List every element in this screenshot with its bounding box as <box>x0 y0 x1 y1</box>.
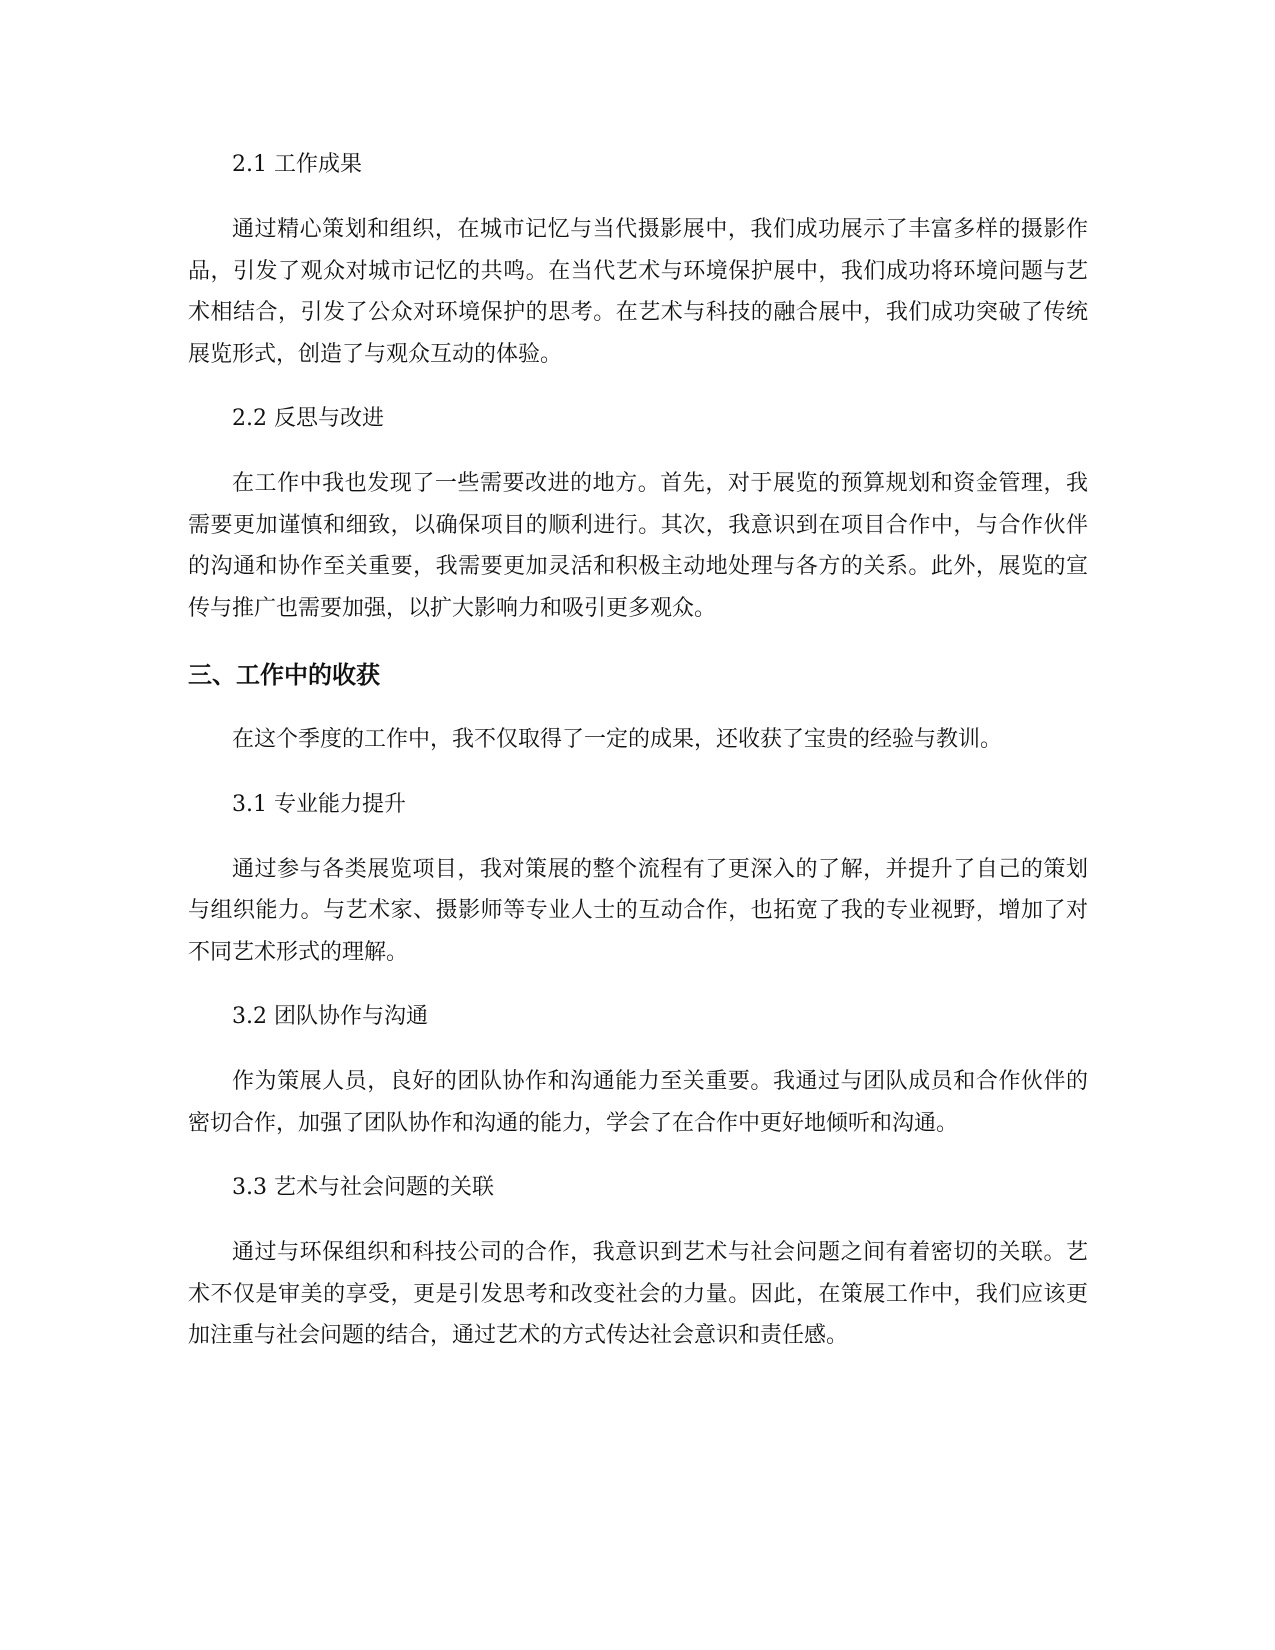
document-body <box>188 143 1088 1357</box>
paragraph-3-intro: 在这个季度的工作中，我不仅取得了一定的成果，还收获了宝贵的经验与教训。 <box>232 727 1003 752</box>
paragraph-3-3: 通过与环保组织和科技公司的合作，我意识到艺术与社会问题之间有着密切的关联。艺术不仅是审美的享受，更是引发思考和改变社会的力量。因此，在策展工作中，我们应该更加注重与社会问题的结合，通过艺术的方式传达社会意识和责任感。 <box>188 1240 1088 1348</box>
heading-3-3: 3.3 艺术与社会问题的关联 <box>232 1175 494 1200</box>
paragraph-3-1: 通过参与各类展览项目，我对策展的整个流程有了更深入的了解，并提升了自己的策划与组织能力。与艺术家、摄影师等专业人士的互动合作，也拓宽了我的专业视野，增加了对不同艺术形式的理解。 <box>188 856 1088 965</box>
heading-2-1: 2.1 工作成果 <box>232 152 362 177</box>
section-heading-3: 三、工作中的收获 <box>188 661 380 689</box>
paragraph-2-1: 通过精心策划和组织，在城市记忆与当代摄影展中，我们成功展示了丰富多样的摄影作品，引发了观众对城市记忆的共鸣。在当代艺术与环境保护展中，我们成功将环境问题与艺术相结合，引发了公众对环境保护的思考。在艺术与科技的融合展中，我们成功突破了传统展览形式，创造了与观众互动的体验。 <box>188 217 1088 367</box>
heading-2-2: 2.2 反思与改进 <box>232 406 384 431</box>
paragraph-2-2: 在工作中我也发现了一些需要改进的地方。首先，对于展览的预算规划和资金管理，我需要更加谨慎和细致，以确保项目的顺利进行。其次，我意识到在项目合作中，与合作伙伴的沟通和协作至关重要，我需要更加灵活和积极主动地处理与各方的关系。此外，展览的宣传与推广也需要加强，以扩大影响力和吸引更多观众。 <box>188 471 1088 621</box>
heading-3-1: 3.1 专业能力提升 <box>232 791 406 817</box>
heading-3-2: 3.2 团队协作与沟通 <box>232 1004 428 1029</box>
paragraph-3-2: 作为策展人员，良好的团队协作和沟通能力至关重要。我通过与团队成员和合作伙伴的密切合作，加强了团队协作和沟通的能力，学会了在合作中更好地倾听和沟通。 <box>188 1069 1088 1136</box>
